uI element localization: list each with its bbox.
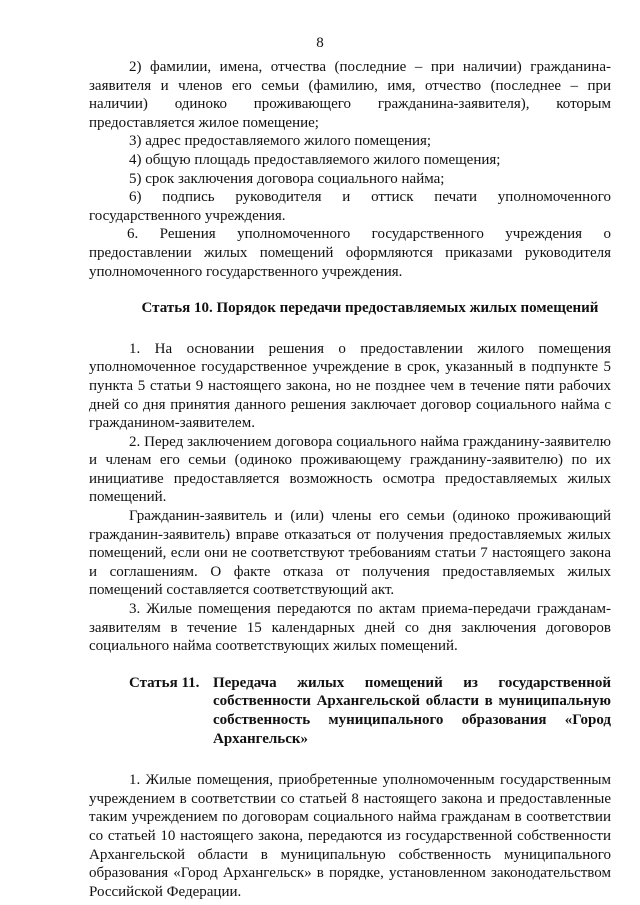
paragraph: 1. Жилые помещения, приобретенные уполномоченным государственным учреждением в соответствии со статьей 8 настоящего закона и предоставленные таким учреждением по договорам социального найма гражданам в соответствии со статьей 10 настоящего закона, передаются из государственной собственности Архангельской области в муниципальную собственность муниципального образования «Город Архангельск» в порядке, установленном законодательством Российской Федерации. — [89, 772, 611, 900]
paragraph: 3. Жилые помещения передаются по актам приема-передачи гражданам-заявителям в течение 15 календарных дней со дня заключения договоров социального найма соответствующих жилых помещений. — [89, 601, 611, 655]
list-item: 2) фамилии, имена, отчества (последние – при наличии) гражданина-заявителя и членов его семьи (фамилию, имя, отчество (последнее – при наличии) одиноко проживающего гражданина-заявителя), которым предоставляется жилое помещение; — [89, 59, 611, 131]
paragraph: 2. Перед заключением договора социального найма гражданину-заявителю и членам его семьи (одиноко проживающему гражданину-заявителю) по их инициативе предоставляется возможность осмотра предоставляемых жилых помещений. — [89, 433, 611, 506]
article-11-number: Статья 11. — [129, 674, 200, 691]
page-number: 8 — [316, 35, 324, 51]
document-body — [89, 58, 611, 901]
article-11-heading — [89, 674, 611, 748]
article-10-heading: Статья 10. Порядок передачи предоставляемых жилых помещений — [141, 300, 599, 317]
list-item: 6) подпись руководителя и оттиск печати уполномоченного государственного учреждения. — [89, 189, 611, 224]
article-11-title: Передача жилых помещений из государственной собственности Архангельской области в муниципальную собственность муниципального образования «Город Архангельск» — [213, 674, 611, 747]
paragraph: Гражданин-заявитель и (или) члены его семьи (одиноко проживающий гражданин-заявитель) вправе отказаться от получения предоставляемых жилых помещений, если они не соответствуют требованиям статьи 7 настоящего закона и соглашениям. О факте отказа от получения предоставляемых жилых помещений составляется соответствующий акт. — [89, 508, 611, 599]
list-item: 4) общую площадь предоставляемого жилого помещения; — [129, 151, 501, 168]
list-item: 5) срок заключения договора социального найма; — [129, 170, 445, 187]
list-item: 3) адрес предоставляемого жилого помещения; — [129, 133, 432, 150]
paragraph: 6. Решения уполномоченного государственного учреждения о предоставлении жилых помещений оформляются приказами руководителя уполномоченного государственного учреждения. — [89, 226, 611, 280]
paragraph: 1. На основании решения о предоставлении жилого помещения уполномоченное государственное учреждение в срок, указанный в подпункте 5 пункта 5 статьи 9 настоящего закона, но не позднее чем в течение пяти рабочих дней со дня принятия данного решения заключает договор социального найма с гражданином-заявителем. — [89, 340, 611, 432]
